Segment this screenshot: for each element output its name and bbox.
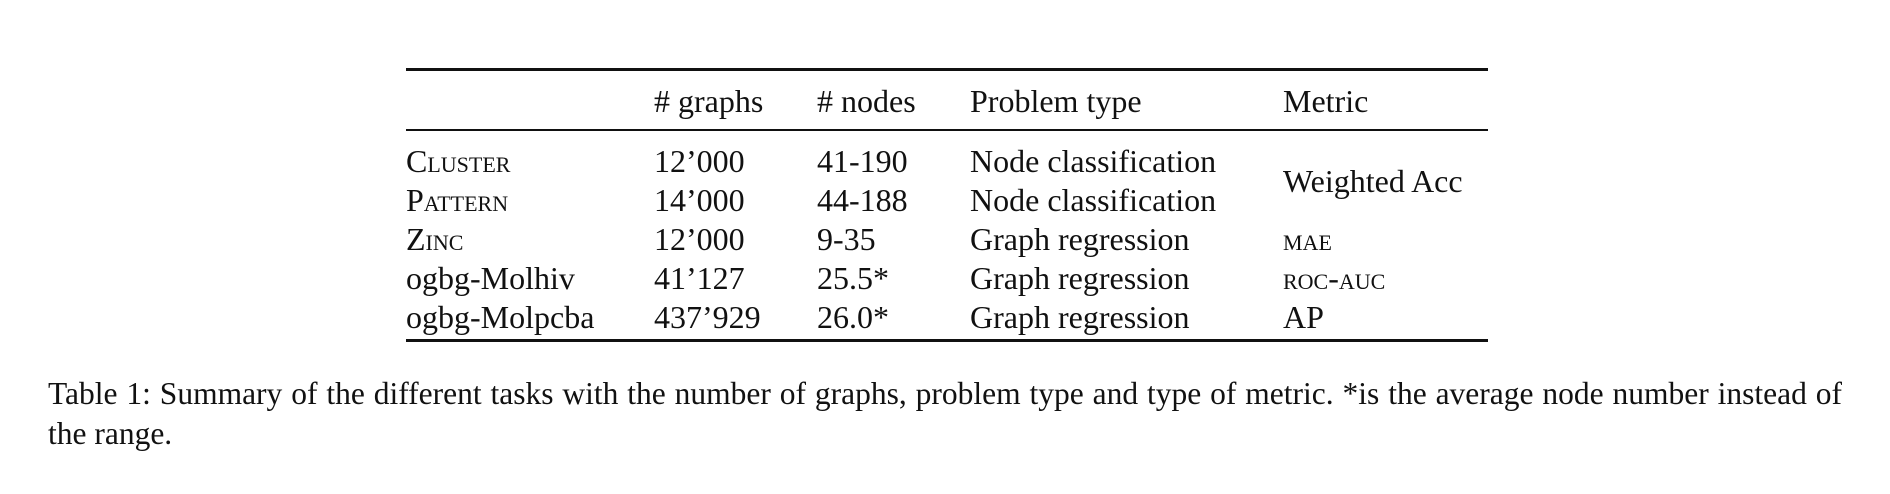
problem-type-cell: Node classification (970, 182, 1217, 218)
problem-type-cell: Node classification (970, 143, 1217, 179)
graphs-cell: 14’000 (654, 182, 745, 218)
graphs-cell: 437’929 (654, 299, 761, 335)
metric-cell: AP (1283, 299, 1324, 335)
nodes-cell: 41-190 (817, 143, 908, 179)
header-problem-type: Problem type (970, 82, 1142, 119)
table-row (406, 130, 1488, 181)
dataset-name: Cluster (406, 143, 511, 179)
graphs-cell: 12’000 (654, 221, 745, 257)
table-header (406, 70, 1488, 131)
nodes-cell: 44-188 (817, 182, 908, 218)
header-dataset (406, 70, 654, 131)
problem-type-cell: Graph regression (970, 260, 1190, 296)
table-row (406, 259, 1488, 298)
metric-cell: Weighted Acc (1283, 162, 1463, 199)
graphs-cell: 41’127 (654, 260, 745, 296)
header-nodes: # nodes (817, 82, 916, 119)
dataset-name: Zinc (406, 221, 464, 257)
nodes-cell: 26.0* (817, 299, 889, 335)
header-graphs: # graphs (654, 82, 764, 119)
dataset-name: Pattern (406, 182, 509, 218)
metric-cell: mae (1283, 221, 1332, 257)
problem-type-cell: Graph regression (970, 299, 1190, 335)
nodes-cell: 9-35 (817, 221, 876, 257)
header-metric: Metric (1283, 82, 1369, 119)
header-row (406, 70, 1488, 131)
summary-table-container (406, 68, 1488, 342)
metric-cell: roc-auc (1283, 260, 1386, 296)
nodes-cell: 25.5* (817, 260, 889, 296)
table-row (406, 220, 1488, 259)
dataset-name: ogbg-Molpcba (406, 299, 595, 335)
graphs-cell: 12’000 (654, 143, 745, 179)
problem-type-cell: Graph regression (970, 221, 1190, 257)
dataset-name: ogbg-Molhiv (406, 260, 575, 296)
table-body (406, 130, 1488, 341)
summary-table (406, 68, 1488, 342)
table-row (406, 298, 1488, 341)
table-caption: Table 1: Summary of the different tasks with the number of graphs, problem type and type of metric. *is the average node number instead of the range. (48, 376, 1842, 451)
